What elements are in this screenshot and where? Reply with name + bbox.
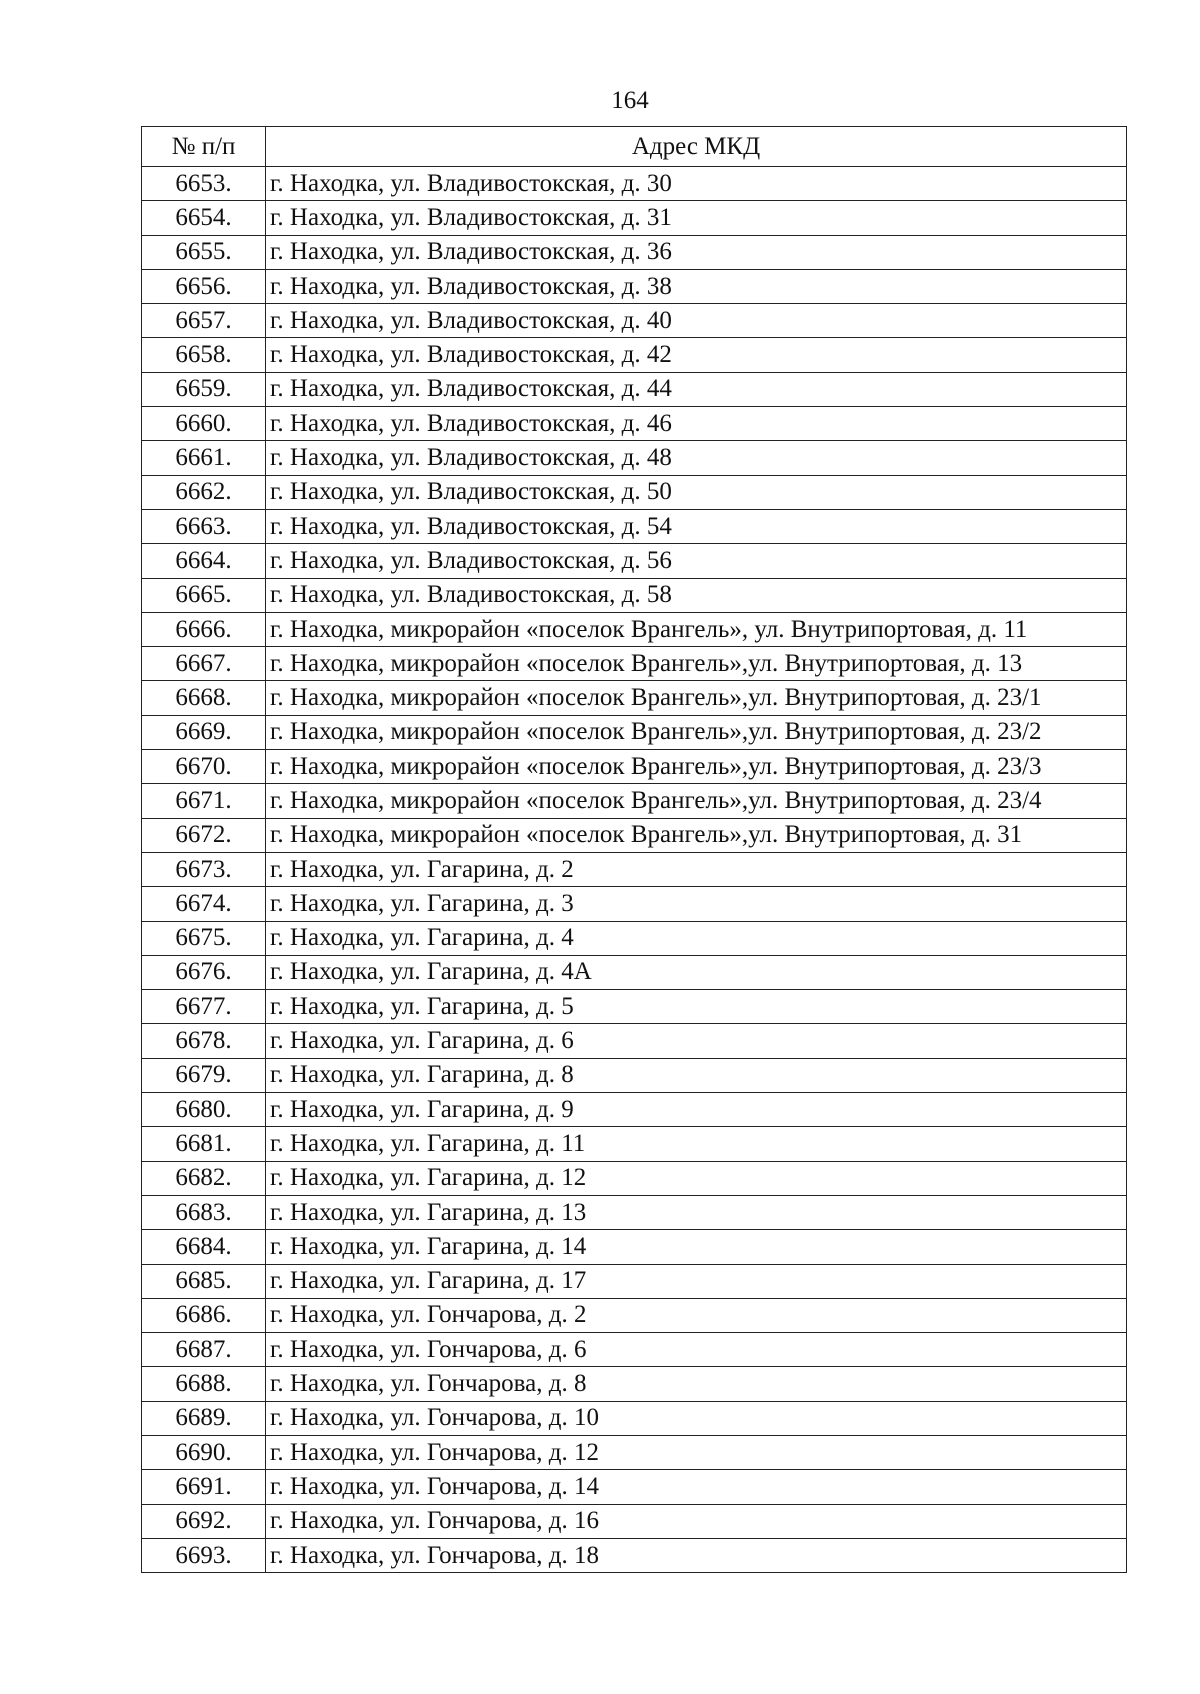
table-row bbox=[142, 201, 1127, 235]
table-row bbox=[142, 441, 1127, 475]
row-number: 6686. bbox=[142, 1298, 266, 1332]
row-number: 6685. bbox=[142, 1264, 266, 1298]
row-number: 6669. bbox=[142, 715, 266, 749]
row-address: г. Находка, микрорайон «поселок Врангель»,ул. Внутрипортовая, д. 13 bbox=[266, 647, 1127, 681]
row-address: г. Находка, ул. Гагарина, д. 8 bbox=[266, 1058, 1127, 1092]
table-row bbox=[142, 955, 1127, 989]
row-number: 6677. bbox=[142, 990, 266, 1024]
row-number: 6681. bbox=[142, 1127, 266, 1161]
row-number: 6691. bbox=[142, 1470, 266, 1504]
row-number: 6673. bbox=[142, 852, 266, 886]
row-address: г. Находка, ул. Владивостокская, д. 31 bbox=[266, 201, 1127, 235]
table-row bbox=[142, 372, 1127, 406]
row-number: 6672. bbox=[142, 818, 266, 852]
row-number: 6664. bbox=[142, 544, 266, 578]
table-row bbox=[142, 304, 1127, 338]
table-row bbox=[142, 681, 1127, 715]
table-row bbox=[142, 818, 1127, 852]
row-address: г. Находка, ул. Владивостокская, д. 56 bbox=[266, 544, 1127, 578]
row-number: 6661. bbox=[142, 441, 266, 475]
row-address: г. Находка, микрорайон «поселок Врангель»,ул. Внутрипортовая, д. 23/3 bbox=[266, 750, 1127, 784]
row-address: г. Находка, ул. Гагарина, д. 12 bbox=[266, 1161, 1127, 1195]
row-address: г. Находка, ул. Владивостокская, д. 58 bbox=[266, 578, 1127, 612]
row-address: г. Находка, ул. Гончарова, д. 8 bbox=[266, 1367, 1127, 1401]
table-row bbox=[142, 1127, 1127, 1161]
table-row bbox=[142, 1401, 1127, 1435]
row-address: г. Находка, ул. Владивостокская, д. 36 bbox=[266, 235, 1127, 269]
row-number: 6665. bbox=[142, 578, 266, 612]
row-address: г. Находка, ул. Владивостокская, д. 30 bbox=[266, 167, 1127, 201]
row-address: г. Находка, ул. Гагарина, д. 4А bbox=[266, 955, 1127, 989]
row-number: 6666. bbox=[142, 612, 266, 646]
row-number: 6670. bbox=[142, 750, 266, 784]
row-address: г. Находка, ул. Гагарина, д. 11 bbox=[266, 1127, 1127, 1161]
row-number: 6668. bbox=[142, 681, 266, 715]
table-row bbox=[142, 269, 1127, 303]
header-number: № п/п bbox=[142, 127, 266, 167]
row-number: 6678. bbox=[142, 1024, 266, 1058]
table-body bbox=[142, 167, 1127, 1573]
table-row bbox=[142, 1333, 1127, 1367]
row-address: г. Находка, ул. Гагарина, д. 3 bbox=[266, 887, 1127, 921]
row-address: г. Находка, ул. Владивостокская, д. 50 bbox=[266, 475, 1127, 509]
row-address: г. Находка, ул. Гончарова, д. 10 bbox=[266, 1401, 1127, 1435]
table-row bbox=[142, 475, 1127, 509]
row-address: г. Находка, ул. Гончарова, д. 16 bbox=[266, 1504, 1127, 1538]
row-number: 6658. bbox=[142, 338, 266, 372]
row-address: г. Находка, микрорайон «поселок Врангель»,ул. Внутрипортовая, д. 23/1 bbox=[266, 681, 1127, 715]
row-address: г. Находка, ул. Владивостокская, д. 42 bbox=[266, 338, 1127, 372]
table-row bbox=[142, 1298, 1127, 1332]
row-number: 6671. bbox=[142, 784, 266, 818]
row-address: г. Находка, ул. Гагарина, д. 14 bbox=[266, 1230, 1127, 1264]
row-number: 6653. bbox=[142, 167, 266, 201]
row-number: 6693. bbox=[142, 1538, 266, 1572]
row-address: г. Находка, ул. Гагарина, д. 5 bbox=[266, 990, 1127, 1024]
row-address: г. Находка, ул. Гагарина, д. 17 bbox=[266, 1264, 1127, 1298]
row-number: 6690. bbox=[142, 1435, 266, 1469]
header-address: Адрес МКД bbox=[266, 127, 1127, 167]
table-row bbox=[142, 1058, 1127, 1092]
table-row bbox=[142, 167, 1127, 201]
row-number: 6656. bbox=[142, 269, 266, 303]
row-number: 6675. bbox=[142, 921, 266, 955]
row-address: г. Находка, ул. Гончарова, д. 14 bbox=[266, 1470, 1127, 1504]
row-number: 6689. bbox=[142, 1401, 266, 1435]
row-number: 6679. bbox=[142, 1058, 266, 1092]
row-address: г. Находка, ул. Гагарина, д. 6 bbox=[266, 1024, 1127, 1058]
table-row bbox=[142, 647, 1127, 681]
table-row bbox=[142, 1230, 1127, 1264]
row-address: г. Находка, ул. Гагарина, д. 9 bbox=[266, 1093, 1127, 1127]
row-address: г. Находка, ул. Владивостокская, д. 40 bbox=[266, 304, 1127, 338]
table-row bbox=[142, 1093, 1127, 1127]
address-table bbox=[141, 126, 1127, 1573]
row-address: г. Находка, ул. Владивостокская, д. 46 bbox=[266, 407, 1127, 441]
row-address: г. Находка, ул. Гагарина, д. 4 bbox=[266, 921, 1127, 955]
table-row bbox=[142, 990, 1127, 1024]
table-row bbox=[142, 921, 1127, 955]
row-address: г. Находка, микрорайон «поселок Врангель»,ул. Внутрипортовая, д. 31 bbox=[266, 818, 1127, 852]
table-row bbox=[142, 338, 1127, 372]
row-address: г. Находка, ул. Гончарова, д. 6 bbox=[266, 1333, 1127, 1367]
row-number: 6682. bbox=[142, 1161, 266, 1195]
row-number: 6692. bbox=[142, 1504, 266, 1538]
row-address: г. Находка, ул. Гончарова, д. 2 bbox=[266, 1298, 1127, 1332]
row-address: г. Находка, ул. Гончарова, д. 18 bbox=[266, 1538, 1127, 1572]
table-row bbox=[142, 784, 1127, 818]
table-row bbox=[142, 235, 1127, 269]
table-row bbox=[142, 1538, 1127, 1572]
row-address: г. Находка, ул. Гончарова, д. 12 bbox=[266, 1435, 1127, 1469]
table-row bbox=[142, 578, 1127, 612]
table-row bbox=[142, 612, 1127, 646]
row-address: г. Находка, микрорайон «поселок Врангель»,ул. Внутрипортовая, д. 23/4 bbox=[266, 784, 1127, 818]
row-address: г. Находка, ул. Владивостокская, д. 38 bbox=[266, 269, 1127, 303]
row-address: г. Находка, ул. Гагарина, д. 13 bbox=[266, 1195, 1127, 1229]
table-row bbox=[142, 1264, 1127, 1298]
table-row bbox=[142, 509, 1127, 543]
row-number: 6667. bbox=[142, 647, 266, 681]
table-row bbox=[142, 1195, 1127, 1229]
table-row bbox=[142, 852, 1127, 886]
row-address: г. Находка, микрорайон «поселок Врангель»,ул. Внутрипортовая, д. 23/2 bbox=[266, 715, 1127, 749]
row-number: 6662. bbox=[142, 475, 266, 509]
row-number: 6680. bbox=[142, 1093, 266, 1127]
row-number: 6655. bbox=[142, 235, 266, 269]
table-row bbox=[142, 1161, 1127, 1195]
row-number: 6674. bbox=[142, 887, 266, 921]
table-row bbox=[142, 750, 1127, 784]
row-address: г. Находка, ул. Гагарина, д. 2 bbox=[266, 852, 1127, 886]
row-number: 6657. bbox=[142, 304, 266, 338]
row-address: г. Находка, микрорайон «поселок Врангель», ул. Внутрипортовая, д. 11 bbox=[266, 612, 1127, 646]
table-row bbox=[142, 715, 1127, 749]
table-row bbox=[142, 544, 1127, 578]
row-number: 6687. bbox=[142, 1333, 266, 1367]
row-number: 6684. bbox=[142, 1230, 266, 1264]
table-row bbox=[142, 1470, 1127, 1504]
table-row bbox=[142, 887, 1127, 921]
row-address: г. Находка, ул. Владивостокская, д. 44 bbox=[266, 372, 1127, 406]
table-header bbox=[142, 127, 1127, 167]
header-row bbox=[142, 127, 1127, 167]
table-row bbox=[142, 1504, 1127, 1538]
row-number: 6660. bbox=[142, 407, 266, 441]
row-number: 6659. bbox=[142, 372, 266, 406]
row-number: 6688. bbox=[142, 1367, 266, 1401]
table-row bbox=[142, 1024, 1127, 1058]
table-row bbox=[142, 1367, 1127, 1401]
page-number: 164 bbox=[611, 87, 649, 114]
row-address: г. Находка, ул. Владивостокская, д. 54 bbox=[266, 509, 1127, 543]
row-number: 6683. bbox=[142, 1195, 266, 1229]
row-address: г. Находка, ул. Владивостокская, д. 48 bbox=[266, 441, 1127, 475]
row-number: 6676. bbox=[142, 955, 266, 989]
row-number: 6663. bbox=[142, 509, 266, 543]
table-row bbox=[142, 407, 1127, 441]
table-row bbox=[142, 1435, 1127, 1469]
row-number: 6654. bbox=[142, 201, 266, 235]
